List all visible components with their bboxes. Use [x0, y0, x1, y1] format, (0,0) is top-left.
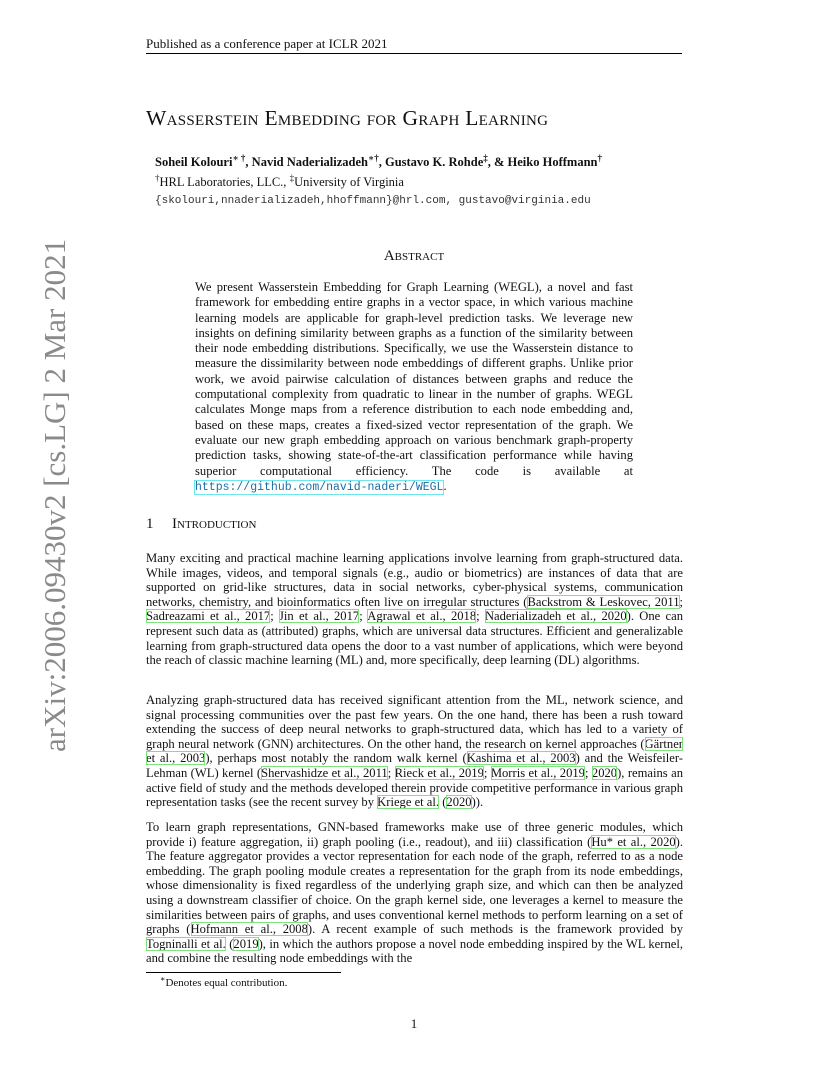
- running-header: Published as a conference paper at ICLR 2021: [146, 36, 388, 51]
- text-run: ;: [584, 765, 592, 780]
- paragraph-2: [146, 693, 683, 810]
- paper-title: Wasserstein Embedding for Graph Learning: [146, 106, 549, 130]
- citation-link[interactable]: Hofmann et al., 2008: [190, 922, 308, 937]
- section-title: Introduction: [172, 516, 257, 532]
- author-mark: ∗ †: [232, 152, 246, 163]
- abstract-body: [195, 280, 633, 495]
- citation-link[interactable]: Backstrom & Leskovec, 2011: [527, 594, 680, 609]
- text-run: Many exciting and practical machine learning applications involve learning from graph-structured data. While images, videos, and temporal signals (e.g., audio or biometrics) are instances of data that are supported on grid-like structures, data in social networks, cyber-physical systems, communication networks, chemistry, and bioinformatics often live on irregular structures (: [146, 551, 683, 609]
- author-mark: ‡: [483, 152, 488, 163]
- text-run: ;: [476, 609, 485, 624]
- abstract-end: .: [443, 478, 447, 493]
- footnote-rule: [146, 972, 341, 973]
- affil-mark: †: [155, 172, 160, 183]
- citation-link[interactable]: Rieck et al., 2019: [394, 765, 484, 780]
- abstract-text: We present Wasserstein Embedding for Graph Learning (WEGL), a novel and fast framework for embedding entire graphs in a vector space, in which various machine learning models are applicable for graph-level prediction tasks. We leverage new insights on defining similarity between graphs as a function of the similarity between their node embedding distributions. Specifically, we use the Wasserstein distance to measure the dissimilarity between node embeddings of different graphs. Unlike prior work, we avoid pairwise calculation of distances between graphs and reduce the computational complexity from quadratic to linear in the number of graphs. WEGL calculates Monge maps from a reference distribution to each node embedding and, based on these maps, creates a fixed-sized vector representation of the graph. We evaluate our new graph embedding approach on various benchmark graph-property prediction tasks, showing state-of-the-art classification performance while having superior computational efficiency. The code is available at: [195, 280, 633, 478]
- text-run: Analyzing graph-structured data has received significant attention from the ML, network science, and signal processing communities over the past few years. On the one hand, there has been a rush toward extending the success of deep neural networks to graph-structured data, which has led to a variety of graph neural network (GNN) architectures. On the other hand, the research on kernel approaches (: [146, 693, 683, 751]
- arxiv-stamp: arXiv:2006.09430v2 [cs.LG] 2 Mar 2021: [37, 238, 72, 752]
- citation-link[interactable]: Kriege et al.: [377, 795, 440, 810]
- affil-text: University of Virginia: [294, 175, 404, 189]
- affil-text: HRL Laboratories, LLC.,: [159, 175, 290, 189]
- author-mark: †: [597, 152, 602, 163]
- citation-link[interactable]: Gärtner et al., 2003: [146, 736, 683, 766]
- text-run: ;: [679, 594, 683, 609]
- author-name: , & Heiko Hoffmann: [487, 155, 598, 169]
- text-run: ;: [359, 609, 368, 624]
- citation-link[interactable]: Shervashidze et al., 2011: [261, 765, 388, 780]
- citation-link[interactable]: Jin et al., 2017: [279, 609, 360, 624]
- author-name: , Navid Naderializadeh: [245, 155, 368, 169]
- text-run: ;: [387, 765, 395, 780]
- section-heading: [146, 516, 256, 533]
- text-run: ), remains an active field of study and the methods developed therein provide competitive performance in various graph representation tasks (see the recent survey by: [146, 765, 684, 810]
- citation-link[interactable]: Togninalli et al.: [146, 936, 226, 951]
- paragraph-1: [146, 551, 683, 668]
- footnote: [160, 974, 288, 989]
- author-mark: ∗†: [368, 152, 379, 163]
- footnote-text: Denotes equal contribution.: [165, 977, 288, 989]
- text-run: (: [439, 795, 447, 810]
- citation-link[interactable]: Sadreazami et al., 2017: [146, 609, 271, 624]
- text-run: )).: [471, 795, 484, 810]
- author-name: , Gustavo K. Rohde: [378, 155, 484, 169]
- author-list: [155, 152, 602, 170]
- citation-link[interactable]: Kashima et al., 2003: [466, 751, 576, 766]
- paragraph-3: [146, 820, 683, 966]
- citation-link[interactable]: Naderializadeh et al., 2020: [484, 609, 627, 624]
- text-run: To learn graph representations, GNN-based frameworks make use of three generic modules, which provide i) feature aggregation, ii) graph pooling (i.e., readout), and iii) classification (: [146, 820, 683, 849]
- text-run: ), perhaps most notably the random walk kernel (: [205, 751, 467, 766]
- text-run: ). A recent example of such methods is the framework provided by: [307, 922, 683, 937]
- citation-link[interactable]: 2019: [233, 936, 259, 951]
- citation-link[interactable]: Morris et al., 2019: [490, 765, 585, 780]
- author-emails: {skolouri,nnaderializadeh,hhoffmann}@hrl.com, gustavo@virginia.edu: [155, 195, 591, 207]
- citation-link[interactable]: Hu* et al., 2020: [591, 834, 676, 849]
- text-run: ;: [270, 609, 280, 624]
- code-link[interactable]: https://github.com/navid-naderi/WEGL: [195, 480, 444, 494]
- affiliations: [155, 172, 404, 190]
- author-name: Soheil Kolouri: [155, 155, 233, 169]
- citation-link[interactable]: 2020: [591, 765, 618, 780]
- abstract-heading: Abstract: [383, 248, 445, 264]
- text-run: ) and the Weisfeiler-Lehman (WL) kernel (: [146, 751, 683, 780]
- text-run: ;: [483, 765, 491, 780]
- text-run: ), in which the authors propose a novel node embedding inspired by the WL kernel, and combine the resulting node embeddings with the: [146, 936, 683, 966]
- text-run: ). One can represent such data as (attributed) graphs, which are universal data structures. Efficient and generalizable learning from graph-structured data opens the door to a vast number of applications, which were beyond the reach of classic machine learning (ML) and, more specifically, deep learning (DL) algorithms.: [146, 609, 683, 668]
- text-run: (: [225, 936, 234, 951]
- citation-link[interactable]: Agrawal et al., 2018: [367, 609, 477, 624]
- affil-mark: ‡: [289, 172, 295, 183]
- header-rule: [146, 53, 682, 54]
- page-number: 1: [410, 1016, 418, 1031]
- citation-link[interactable]: 2020: [446, 795, 472, 810]
- text-run: ). The feature aggregator provides a vector representation for each node of the graph, referred to as a node embedding. The graph pooling module creates a representation for the graph from its node embeddings, whose dimensionality is fixed regardless of the underlying graph size, and which can then be analyzed using a downstream classifier of choice. On the graph kernel side, one leverages a kernel to measure the similarities between pairs of graphs, and uses conventional kernel methods to perform learning on a set of graphs (: [146, 834, 684, 937]
- section-number: 1: [146, 516, 154, 532]
- footnote-mark: ∗: [160, 974, 166, 984]
